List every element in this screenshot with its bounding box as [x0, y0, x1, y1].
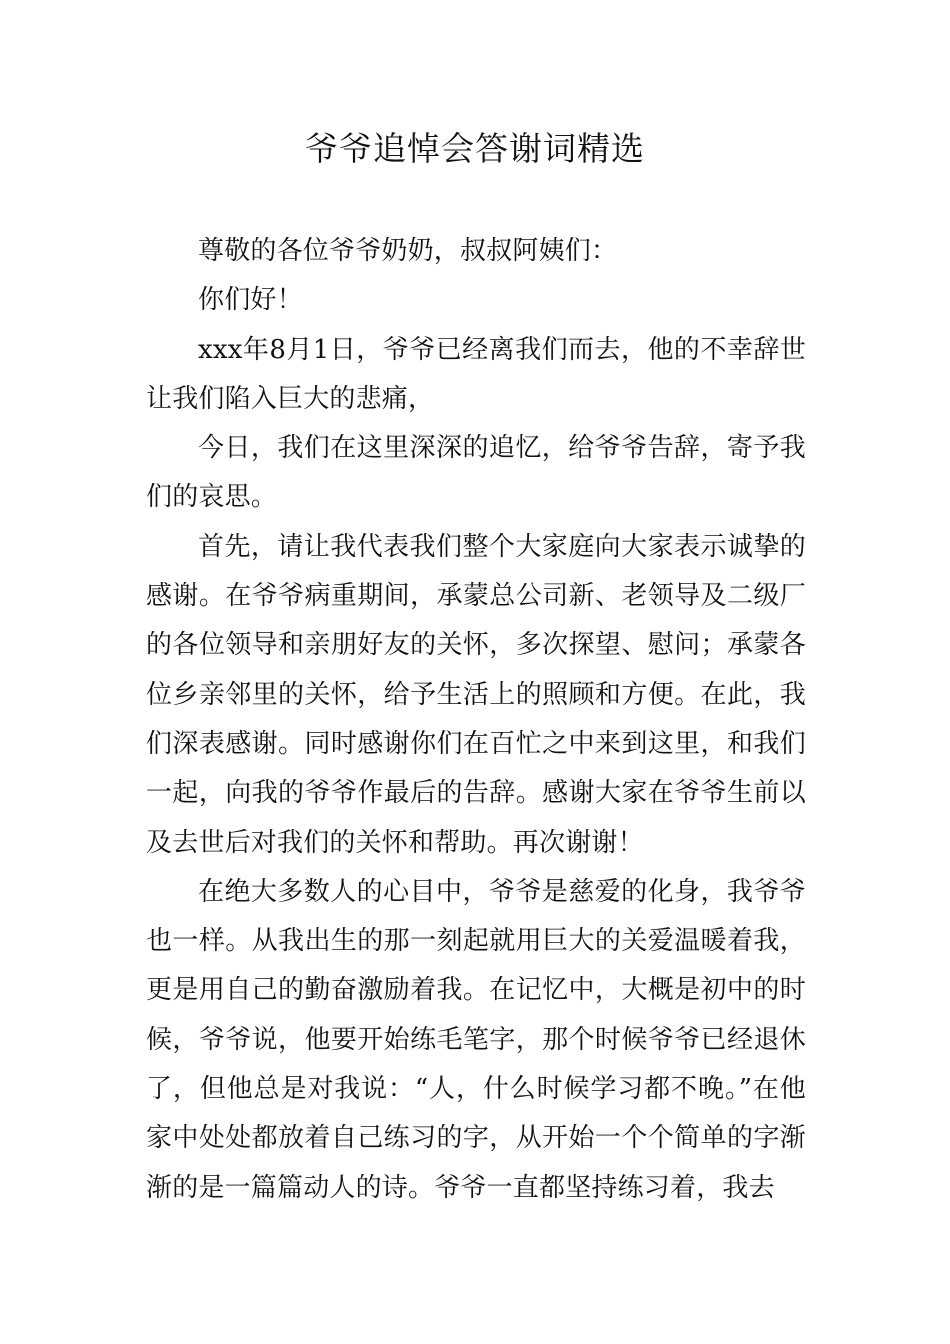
paragraph-remembrance: 今日，我们在这里深深的追忆，给爷爷告辞，寄予我们的哀思。: [146, 433, 806, 513]
paragraph-thanks: 首先，请让我代表我们整个大家庭向大家表示诚挚的感谢。在爷爷病重期间，承蒙总公司新、老领导及二级厂的各位领导和亲朋好友的关怀，多次探望、慰问；承蒙各位乡亲邻里的关怀，给予生活上的照顾和方便。在此，我们深表感谢。同时感谢你们在百忙之中来到这里，和我们一起，向我的爷爷作最后的告辞。感谢大家在爷爷生前以及去世后对我们的关怀和帮助。再次谢谢！: [146, 531, 806, 858]
document-title: 爷爷追悼会答谢词精选: [305, 129, 645, 168]
paragraph-memories: 在绝大多数人的心目中，爷爷是慈爱的化身，我爷爷也一样。从我出生的那一刻起就用巨大的关爱温暖着我，更是用自己的勤奋激励着我。在记忆中，大概是初中的时候，爷爷说，他要开始练毛笔字，那个时候爷爷已经退休了，但他总是对我说：“人，什么时候学习都不晚。”在他家中处处都放着自己练习的字，从开始一个个简单的字渐渐的是一篇篇动人的诗。爷爷一直都坚持练习着，我去: [146, 876, 806, 1203]
paragraph-salutation: 尊敬的各位爷爷奶奶，叔叔阿姨们：: [198, 236, 618, 266]
paragraph-passing: xxx年8月1日，爷爷已经离我们而去，他的不幸辞世让我们陷入巨大的悲痛，: [146, 334, 806, 414]
paragraph-greeting: 你们好！: [198, 285, 303, 316]
document-body: [146, 227, 806, 1213]
